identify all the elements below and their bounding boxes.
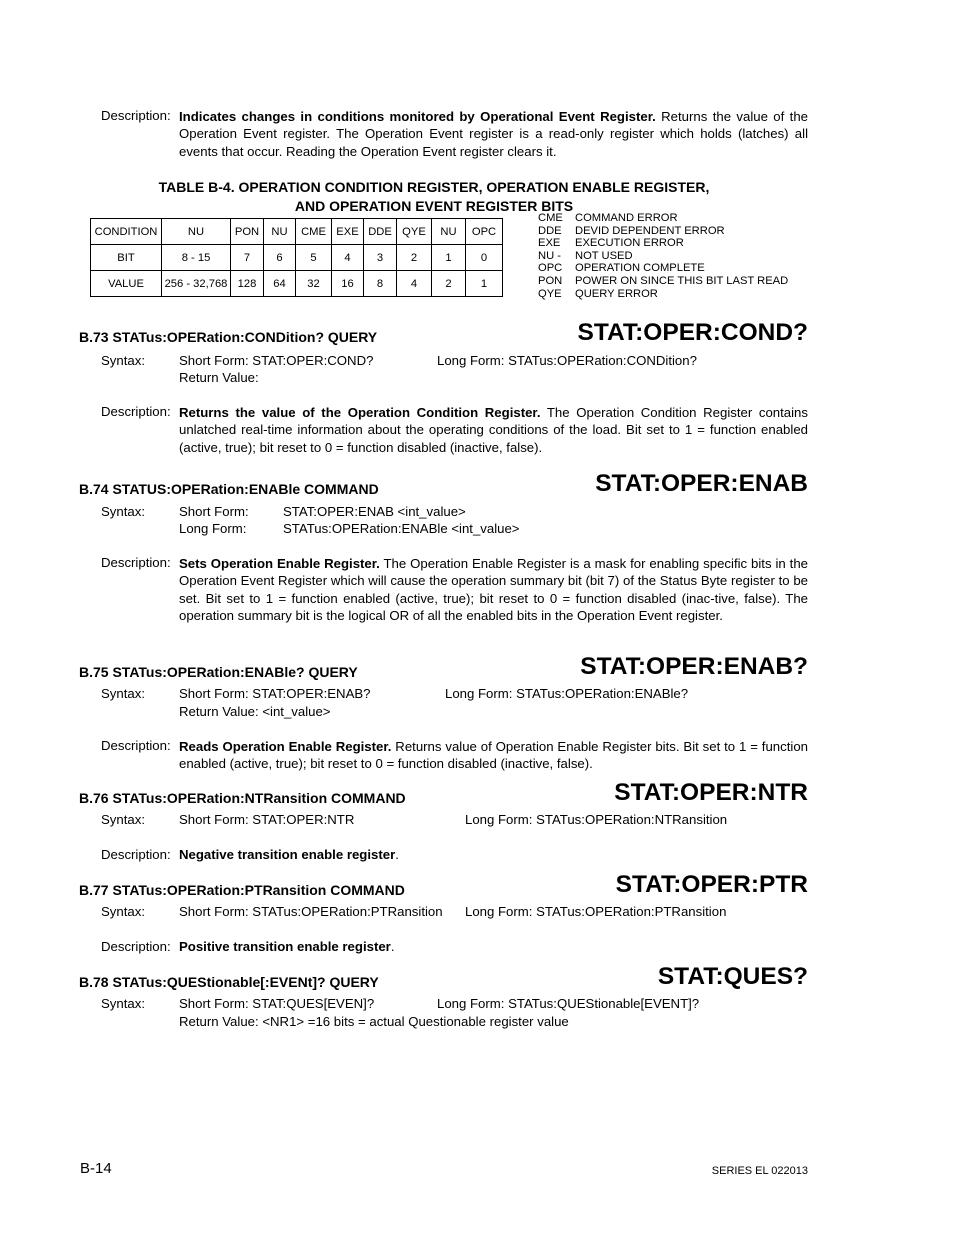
legend-text: QUERY ERROR	[575, 287, 658, 300]
table-cell: 8 - 15	[162, 245, 231, 271]
description-text: The Operation Condition Register contains unlatched real-time information about the operating conditions of the load. Bit set to 1 = function enabled (active, true); bit reset to 0 = function disabled (inactive, false).	[179, 405, 808, 455]
table-cell: NU	[432, 219, 466, 245]
table-cell: 2	[397, 245, 432, 271]
section-heading-b77: B.77 STATus:OPERation:PTRansition COMMAND	[79, 882, 405, 898]
series-label: SERIES EL 022013	[711, 1165, 808, 1177]
section-heading-b74: B.74 STATUS:OPERation:ENABle COMMAND	[79, 481, 379, 497]
legend-item	[538, 212, 788, 225]
legend-item	[538, 288, 788, 301]
table-cell: QYE	[397, 219, 432, 245]
syntax-label: Syntax:	[101, 904, 145, 919]
legend-item	[538, 225, 788, 238]
table-cell: 16	[332, 271, 364, 297]
table-cell: 32	[296, 271, 332, 297]
table-row	[91, 219, 503, 245]
syntax-label: Syntax:	[101, 812, 145, 827]
table-cell: BIT	[91, 245, 162, 271]
table-cell: NU	[264, 219, 296, 245]
table-cell: 5	[296, 245, 332, 271]
table-cell: 256 - 32,768	[162, 271, 231, 297]
table-cell: 3	[364, 245, 397, 271]
description-label: Description:	[101, 939, 171, 954]
legend-abbr: DDE	[538, 224, 562, 237]
legend-abbr: NU -	[538, 249, 561, 262]
command-title-b75: STAT:OPER:ENAB?	[580, 653, 808, 680]
description-bold: Positive transition enable register	[179, 939, 391, 954]
legend-abbr: QYE	[538, 287, 562, 300]
section-heading-b78: B.78 STATus:QUEStionable[:EVENt]? QUERY	[79, 974, 379, 990]
page-number: B-14	[80, 1160, 112, 1177]
description-b77	[179, 939, 394, 954]
long-form: Long Form: STATus:OPERation:ENABle?	[445, 686, 689, 701]
legend-text: EXECUTION ERROR	[575, 237, 684, 250]
table-cell: 64	[264, 271, 296, 297]
description-label: Description:	[101, 404, 171, 419]
table-cell: PON	[231, 219, 264, 245]
legend-abbr: EXE	[538, 237, 561, 250]
table-cell: CME	[296, 219, 332, 245]
table-row	[91, 245, 503, 271]
table-cell: 4	[332, 245, 364, 271]
section-heading-b76: B.76 STATus:OPERation:NTRansition COMMAND	[79, 790, 406, 806]
legend-item	[538, 275, 788, 288]
table-cell: 4	[397, 271, 432, 297]
command-title-b76: STAT:OPER:NTR	[614, 779, 808, 806]
command-title-b73: STAT:OPER:COND?	[577, 319, 808, 346]
legend-text: OPERATION COMPLETE	[575, 262, 705, 275]
table-title-line1: TABLE B-4. OPERATION CONDITION REGISTER, OPERATION ENABLE REGISTER,	[158, 179, 710, 195]
table-cell: 6	[264, 245, 296, 271]
table-cell: EXE	[332, 219, 364, 245]
description-bold: Reads Operation Enable Register.	[179, 739, 392, 754]
command-title-b78: STAT:QUES?	[657, 963, 808, 990]
description-text: .	[390, 939, 395, 954]
table-cell: 1	[466, 271, 503, 297]
return-value: Return Value:	[179, 370, 259, 385]
short-form: Short Form: STAT:OPER:COND?	[179, 353, 374, 368]
legend-abbr: PON	[538, 274, 563, 287]
description-text: .	[395, 847, 399, 862]
table-cell: NU	[162, 219, 231, 245]
intro-bold: Indicates changes in conditions monitored by Operational Event Register.	[179, 109, 656, 124]
command-title-b74: STAT:OPER:ENAB	[595, 470, 808, 497]
syntax-label: Syntax:	[101, 686, 145, 701]
section-heading-b75: B.75 STATus:OPERation:ENABle? QUERY	[79, 664, 358, 680]
short-form: Short Form: STAT:OPER:ENAB?	[179, 686, 371, 701]
short-form: Short Form: STAT:OPER:NTR	[179, 812, 355, 827]
description-bold: Sets Operation Enable Register.	[179, 556, 380, 571]
table-cell: CONDITION	[91, 219, 162, 245]
description-bold: Negative transition enable register	[179, 847, 396, 862]
description-label: Description:	[101, 738, 171, 753]
short-form-label: Short Form:	[179, 504, 249, 519]
description-label: Description:	[101, 108, 171, 123]
description-b76	[179, 847, 399, 862]
long-form: Long Form: STATus:OPERation:NTRansition	[465, 812, 728, 827]
legend-item	[538, 262, 788, 275]
description-b74	[179, 555, 808, 624]
description-b73	[179, 404, 808, 456]
description-label: Description:	[101, 847, 171, 862]
table-cell: 1	[432, 245, 466, 271]
short-form: STAT:OPER:ENAB <int_value>	[283, 504, 466, 519]
command-title-b77: STAT:OPER:PTR	[615, 871, 808, 898]
table-cell: 8	[364, 271, 397, 297]
long-form: STATus:OPERation:ENABle <int_value>	[283, 521, 520, 536]
legend-text: NOT USED	[575, 249, 633, 262]
table-cell: 2	[432, 271, 466, 297]
return-value: Return Value: <int_value>	[179, 704, 331, 719]
syntax-label: Syntax:	[101, 504, 145, 519]
table-legend	[538, 212, 788, 300]
long-form: Long Form: STATus:OPERation:CONDition?	[437, 353, 697, 368]
table-cell: 7	[231, 245, 264, 271]
intro-description	[179, 108, 808, 160]
legend-text: DEVID DEPENDENT ERROR	[575, 224, 725, 237]
table-cell: 0	[466, 245, 503, 271]
legend-item	[538, 237, 788, 250]
legend-text: COMMAND ERROR	[575, 212, 678, 224]
description-text: The Operation Enable Register is a mask for enabling specific bits in the Operation Event Register which will cause the operation summary bit (bit 7) of the Status Byte register to be set. Bit set to 1 = function enabled (active, true); bit reset to 0 = function disabled (inac-tive, false). The operation summary bit is the logical OR of all the enabled bits in the Operation Event register.	[179, 556, 808, 623]
short-form: Short Form: STAT:QUES[EVEN]?	[179, 996, 375, 1011]
description-text: Returns value of Operation Enable Register bits. Bit set to 1 = function enabled (active, true); bit reset to 0 = function disabled (inactive, false).	[179, 739, 808, 772]
legend-abbr: OPC	[538, 262, 563, 275]
table-cell: DDE	[364, 219, 397, 245]
legend-abbr: CME	[538, 212, 563, 224]
table-cell: 128	[231, 271, 264, 297]
section-heading-b73: B.73 STATus:OPERation:CONDition? QUERY	[79, 329, 378, 345]
legend-text: POWER ON SINCE THIS BIT LAST READ	[575, 274, 789, 287]
long-form: Long Form: STATus:QUEStionable[EVENT]?	[437, 996, 700, 1011]
long-form: Long Form: STATus:OPERation:PTRansition	[465, 904, 727, 919]
intro-text: Returns the value of the Operation Event register. The Operation Event register is a read-only register which holds (latches) all events that occur. Reading the Operation Event register clears it.	[179, 109, 808, 159]
register-table	[90, 218, 503, 297]
long-form-label: Long Form:	[179, 521, 247, 536]
syntax-label: Syntax:	[101, 353, 145, 368]
return-value: Return Value: <NR1> =16 bits = actual Questionable register value	[179, 1014, 569, 1029]
description-b75	[179, 738, 808, 773]
table-title-line2: AND OPERATION EVENT REGISTER BITS	[294, 198, 574, 214]
description-bold: Returns the value of the Operation Condition Register.	[179, 405, 541, 420]
table-row	[91, 271, 503, 297]
short-form: Short Form: STATus:OPERation:PTRansition	[179, 904, 443, 919]
table-cell: OPC	[466, 219, 503, 245]
legend-item	[538, 250, 788, 263]
description-label: Description:	[101, 555, 171, 570]
table-cell: VALUE	[91, 271, 162, 297]
syntax-label: Syntax:	[101, 996, 145, 1011]
